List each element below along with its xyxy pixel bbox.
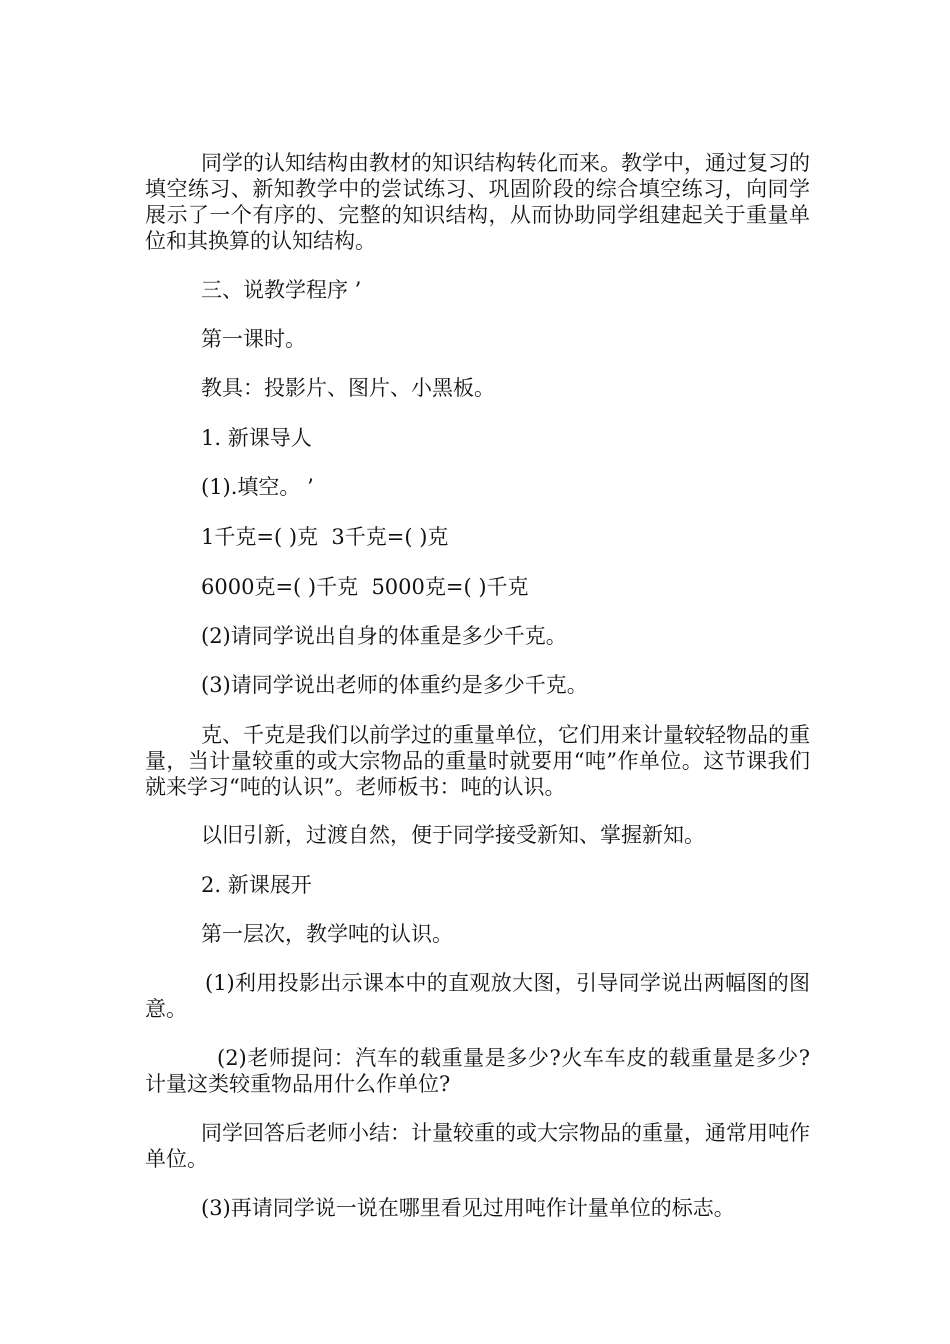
paragraph-teacher-weight: (3)请同学说出老师的体重约是多少千克。 (201, 673, 588, 697)
paragraph-transition: 以旧引新，过渡自然，便于同学接受新知、掌握新知。 (201, 823, 705, 847)
paragraph-own-weight: (2)请同学说出自身的体重是多少千克。 (201, 624, 567, 648)
paragraph-cognitive-structure: 同学的认知结构由教材的知识结构转化而来。教学中，通过复习的填空练习、新知教学中的尝试练习、巩固阶段的综合填空练习，向同学展示了一个有序的、完整的知识结构，从而协助同学组建起关于重量单位和其换算的认知结构。 (145, 151, 810, 253)
paragraph-teaching-aids: 教具：投影片、图片、小黑板。 (201, 376, 495, 400)
exercise-line-2: 6000克=( )千克 5000克=( )千克 (201, 575, 529, 599)
exercise-line-1: 1千克=( )克 3千克=( )克 (201, 525, 449, 549)
paragraph-teacher-question: (2)老师提问：汽车的载重量是多少?火车车皮的载重量是多少?计量这类较重物品用什么作单位? (145, 1046, 810, 1096)
paragraph-first-level: 第一层次，教学吨的认识。 (201, 922, 453, 946)
paragraph-teacher-summary: 同学回答后老师小结：计量较重的或大宗物品的重量，通常用吨作单位。 (145, 1121, 810, 1171)
paragraph-first-lesson: 第一课时。 (201, 327, 306, 351)
heading-new-lesson-development: 2. 新课展开 (201, 873, 312, 897)
paragraph-fill-blank: (1).填空。 ’ (201, 475, 314, 499)
section-heading-teaching-procedure: 三、说教学程序 ’ (201, 278, 362, 302)
heading-new-lesson-intro: 1. 新课导人 (201, 426, 312, 450)
paragraph-ton-signs: (3)再请同学说一说在哪里看见过用吨作计量单位的标志。 (201, 1196, 735, 1220)
paragraph-projection: (1)利用投影出示课本中的直观放大图，引导同学说出两幅图的图意。 (145, 971, 810, 1021)
paragraph-ton-introduction: 克、千克是我们以前学过的重量单位，它们用来计量较轻物品的重量，当计量较重的或大宗物品的重量时就要用“吨”作单位。这节课我们就来学习“吨的认识”。老师板书：吨的认识。 (145, 723, 810, 799)
